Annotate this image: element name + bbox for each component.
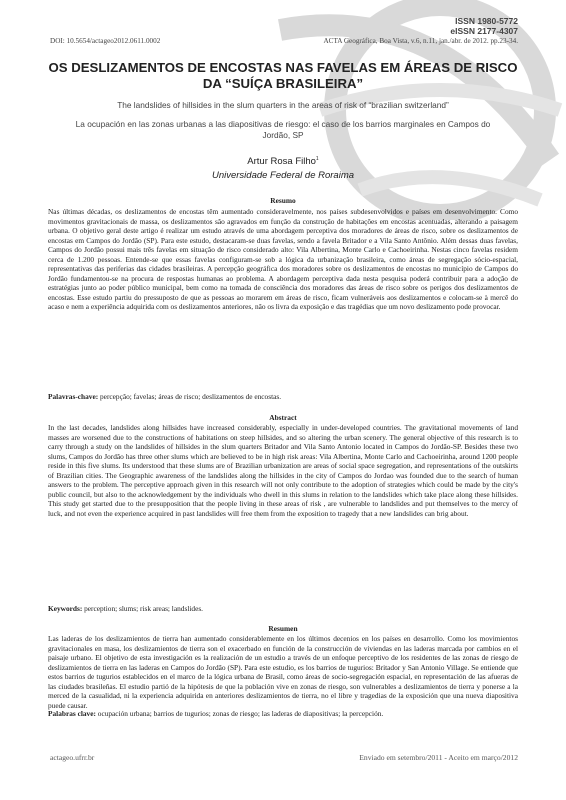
doi: DOI: 10.5654/actageo2012.0611.0002 xyxy=(50,37,161,45)
author xyxy=(48,156,518,167)
resumo-heading: Resumo xyxy=(270,196,296,205)
resumen-keywords-list: ocupación urbana; barrios de tugurios; zonas de riesgo; las laderas de diapositivas; la percepción. xyxy=(95,709,384,718)
author-footnote-marker: 1 xyxy=(315,156,319,162)
journal-website-link[interactable]: actageo.ufrr.br xyxy=(50,753,95,762)
resumo-text: Nas últimas décadas, os deslizamentos de encostas têm aumentado consideravelmente, nos países subdesenvolvidos e países em desenvolvimento. Como movimentos gravitacionais de massa, os deslizamentos são agravados em função da construção de habitações em encostas acentuadas, alterando a paisagem urbana. O objetivo geral deste artigo é realizar um estudo através de uma abordagem perceptiva dos moradores de áreas de risco, sobre os deslizamentos de encostas em Campos do Jordão (SP). Para este estudo, destacaram-se duas favelas, sendo a favela Britador e a Vila Santo Antônio. Além dessas duas favelas, Campos do Jordão possui mais três favelas em situação de risco considerado alto: Vila Albertina, Monte Carlo e Cachoeirinha. Nestas cinco favelas residem cerca de 1.200 pessoas. Entende-se que essas favelas configuram-se sob a lógica da urbanização brasileira, como áreas de segregação sócio-espacial, representativas das periferias das cidades brasileiras. A percepção geográfica dos moradores sobre os deslizamentos de encostas no município de Campos do Jordão fundamentou-se na procura de respostas humanas ao problema. A abordagem perceptiva dada nesta pesquisa poderá contribuir para a adoção de estratégias junto ao poder público municipal, bem como na tomada de consciência dos moradores das áreas de risco sobre os perigos dos deslizamentos de encostas. Esse estudo partiu do pressuposto de que as pessoas ao morarem em áreas de risco, ficam vulneráveis aos deslizamentos e colocam-se à mercê do acaso e nem a experiência adquirida com os deslizamentos anteriores, não os livra da exposição e das tragédias que um novo deslizamento pode provocar. xyxy=(48,207,518,312)
abstract-text: In the last decades, landslides along hillsides have increased considerably, especially in under-developed countries. The gravitational movements of land masses are worsened due to the constructions of habitations on steep hillsides, and so altering the urban scenery. The general objective of this research is to carry through a study on the landslides of hillsides in the slum quarters Britador and Vila Santo Antonio located in Campos do Jordão-SP. Besides these two slums, Campos do Jordão has three other slums which are believed to be in high risk areas: Vila Albertina, Monte Carlo and Cachoeirinha, around 1200 people reside in this five slums. Its understood that these slums are of Brazilian urbanization are areas of social space segregation, and representations of the outskirts of Brazilian cities. The Geographic awareness of the landslides along the hillsides in the city of Campos do Jordao was founded due to the search of human answers to the problem. The perceptive approach given in this research will not only contribute to the adoption of strategies which could be made by the city's public council, but also to the acknowledgement by the individuals who dwell in this slums in relation to the landslides which take place along these hillsides. This study get started due to the presupposition that the people living in these areas of risk , are vulnerable to landslides and put themselves to the mercy of luck, and not even the experience acquired in past landslides will free them from the exposition to tragedy that a new landslides can brig about. xyxy=(48,423,518,518)
subtitle-spanish: La ocupación en las zonas urbanas a las diapositivas de riesgo: el caso de los barrios marginales en Campos do Jordão, SP xyxy=(75,119,491,140)
issn-electronic: eISSN 2177-4307 xyxy=(450,26,518,36)
journal-reference: ACTA Geográfica, Boa Vista, v.6, n.11, jan./abr. de 2012. pp.23-34. xyxy=(323,37,518,45)
resumen-keywords-label: Palabras clave: xyxy=(48,709,96,718)
resumo-keywords xyxy=(48,392,518,402)
issn-block xyxy=(450,16,518,36)
resumen-keywords xyxy=(48,709,518,719)
resumen-text: Las laderas de los deslizamientos de tierra han aumentado considerablemente en los últimos decenios en los países en desarrollo. Como los movimientos gravitacionales en masa, los deslizamientos de tierra son el exacerbado en función de la construcción de viviendas en las laderas marcada por cambios en el paisaje urbano. El objetivo de esta investigación es la realización de un estudio a través de un enfoque perceptivo de los residentes de las zonas de riesgo de deslizamientos de tierra en las laderas en Campos do Jordão (SP). Para este estudio, es los barrios de tugurios: Britador y San Antonio Village. Se entiende que estos barrios de tugurios establecidos en el marco de la lógica urbana de Brasil, como áreas de socio-segregación espacial, en representación de las afueras de las ciudades brasileñas. El estudio partió de la hipótesis de que la población vive en zonas de riesgo, son vulnerables a deslizamientos de tierra y ponerse a la merced de la casualidad, ni la experiencia adquirida en anteriores deslizamientos de tierra, no el libre y tragedias de la exposición que una nueva diapositiva puede causar. xyxy=(48,634,518,710)
submission-dates: Enviado em setembro/2011 - Aceito em março/2012 xyxy=(359,753,518,762)
abstract-keywords-label: Keywords: xyxy=(48,604,83,613)
author-name: Artur Rosa Filho xyxy=(247,156,316,168)
author-institution: Universidade Federal de Roraima xyxy=(211,170,355,181)
subtitle-english: The landslides of hillsides in the slum quarters in the areas of risk of “brazilian switzerland” xyxy=(117,100,449,110)
resumo-keywords-list: percepção; favelas; áreas de risco; deslizamentos de encostas. xyxy=(98,392,282,401)
resumen-heading: Resumen xyxy=(268,624,298,633)
abstract-keywords xyxy=(48,604,518,614)
abstract-heading: Abstract xyxy=(269,413,297,422)
resumo-keywords-label: Palavras-chave: xyxy=(48,392,99,401)
abstract-keywords-list: perception; slums; risk areas; landslides. xyxy=(82,604,204,613)
article-title: OS DESLIZAMENTOS DE ENCOSTAS NAS FAVELAS EM ÁREAS DE RISCO DA “SUÍÇA BRASILEIRA” xyxy=(48,60,518,91)
issn-print: ISSN 1980-5772 xyxy=(455,16,518,26)
